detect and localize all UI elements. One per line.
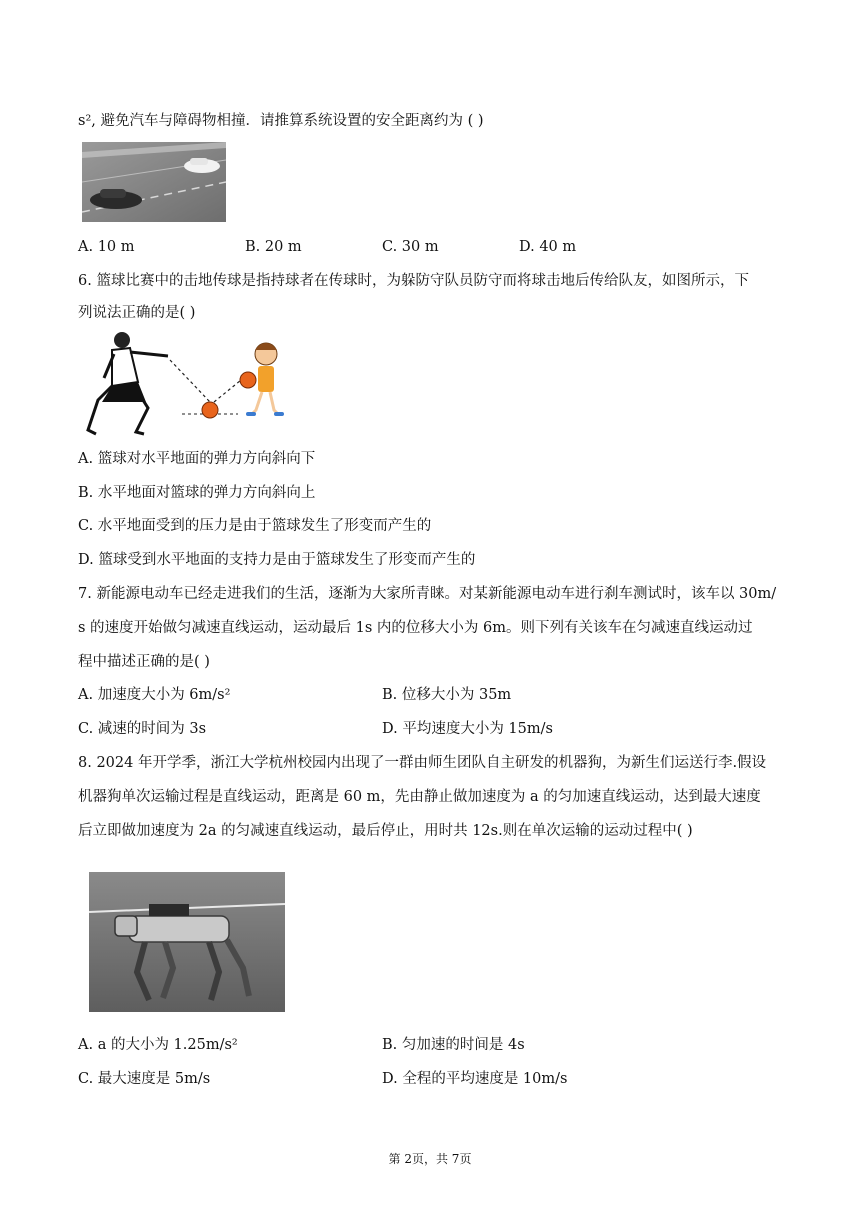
q6-stem-line2: 列说法正确的是( ) xyxy=(78,305,196,321)
q5-line-tail: s², 避免汽车与障碍物相撞．请推算系统设置的安全距离约为 ( ) xyxy=(78,113,484,129)
bounce-pass-illustration xyxy=(78,330,288,442)
q6-option-c: C. 水平地面受到的压力是由于篮球发生了形变而产生的 xyxy=(78,518,432,534)
q7-stem-line3: 程中描述正确的是( ) xyxy=(78,654,210,670)
q6-option-d: D. 篮球受到水平地面的支持力是由于篮球发生了形变而产生的 xyxy=(78,552,476,568)
q7-option-a: A. 加速度大小为 6m/s² xyxy=(78,687,231,703)
q8-stem-line2: 机器狗单次运输过程是直线运动，距离是 60 m，先由静止做加速度为 a 的匀加速直线运动，达到最大速度 xyxy=(78,789,761,805)
q5-option-a: A. 10 m xyxy=(78,239,135,255)
q7-option-c: C. 减速的时间为 3s xyxy=(78,721,207,737)
q6-option-b: B. 水平地面对篮球的弹力方向斜向上 xyxy=(78,485,316,501)
q6-stem-line1: 6. 篮球比赛中的击地传球是指持球者在传球时，为躲防守队员防守而将球击地后传给队友，如图所示，下 xyxy=(78,273,749,289)
q6-option-a: A. 篮球对水平地面的弹力方向斜向下 xyxy=(78,451,316,467)
q5-option-b: B. 20 m xyxy=(245,239,302,255)
q7-stem-line1: 7. 新能源电动车已经走进我们的生活，逐渐为大家所青睐。对某新能源电动车进行刹车测试时，该车以 30m/ xyxy=(78,586,777,602)
q8-option-b: B. 匀加速的时间是 4s xyxy=(382,1037,525,1053)
q7-option-b: B. 位移大小为 35m xyxy=(382,687,512,703)
q7-option-d: D. 平均速度大小为 15m/s xyxy=(382,721,553,737)
q7-stem-line2: s 的速度开始做匀减速直线运动，运动最后 1s 内的位移大小为 6m。则下列有关该车在匀减速直线运动过 xyxy=(78,620,753,636)
q5-option-d: D. 40 m xyxy=(519,239,577,255)
q8-option-d: D. 全程的平均速度是 10m/s xyxy=(382,1071,568,1087)
q8-stem-line1: 8. 2024 年开学季，浙江大学杭州校园内出现了一群由师生团队自主研发的机器狗，为新生们运送行李.假设 xyxy=(78,755,767,771)
robot-dog-photo xyxy=(89,872,285,1012)
q8-option-a: A. a 的大小为 1.25m/s² xyxy=(78,1037,238,1053)
page-footer: 第 2页，共 7页 xyxy=(388,1152,472,1166)
q5-option-c: C. 30 m xyxy=(382,239,439,255)
q8-option-c: C. 最大速度是 5m/s xyxy=(78,1071,211,1087)
q8-stem-line3: 后立即做加速度为 2a 的匀减速直线运动，最后停止，用时共 12s.则在单次运输的运动过程中( ) xyxy=(78,823,693,839)
cars-photo xyxy=(82,142,226,222)
